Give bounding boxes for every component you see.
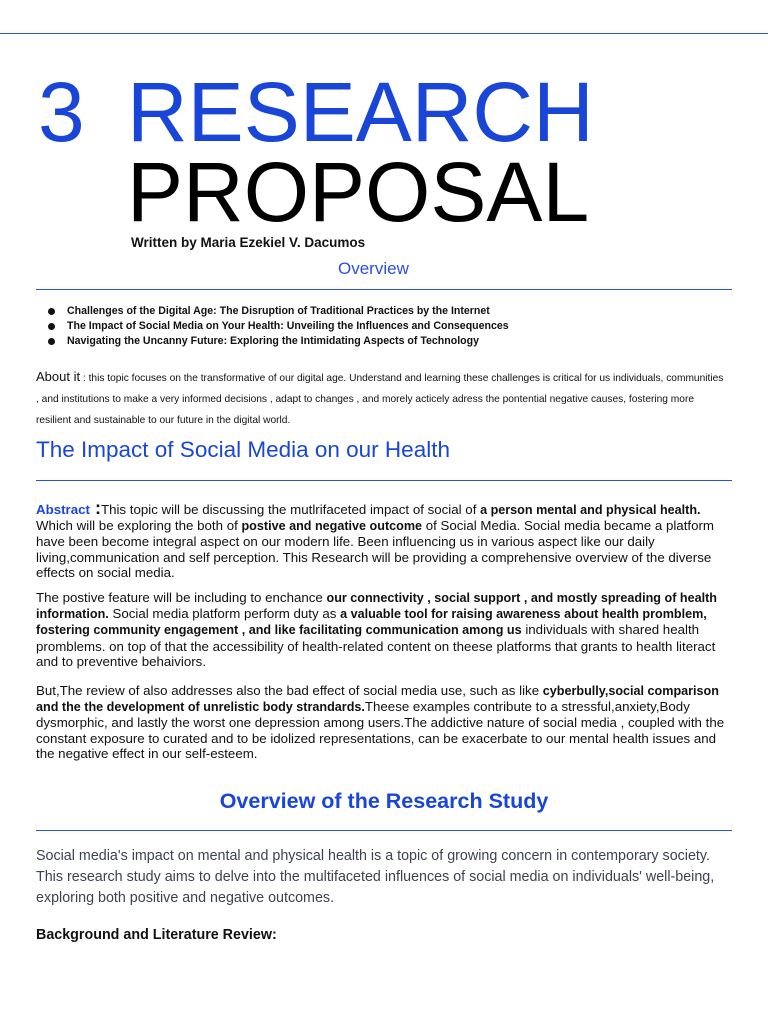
about-paragraph [36, 366, 726, 431]
top-rule [0, 33, 768, 34]
text-run: of Social Media. Social media became a platform have been become integral aspect on our modern life. Been influencing us in various aspect like our daily living,communication and self perception. This Research will be providing a comprehensive overview of the diverse effects on social media. [36, 518, 714, 580]
bold-run: our connectivity , social support , and mostly spreading of health information. [36, 591, 717, 622]
bold-run: a valuable tool for raising awareness about health promblem, fostering community engagement , and like facilitating communication among us [36, 607, 707, 638]
background-heading: Background and Literature Review: [36, 927, 277, 943]
abstract-label: Abstract [36, 502, 90, 517]
bold-run: cyberbully,social comparison and the the development of unrelistic body strandards. [36, 684, 719, 715]
section-heading-impact: The Impact of Social Media on our Health [36, 437, 450, 462]
abstract-paragraph [36, 498, 728, 580]
text-run: The postive feature will be including to enchance [36, 590, 327, 605]
text-run: This topic will be discussing the mutlrifaceted impact of social of [100, 502, 481, 517]
title-proposal: PROPOSAL [127, 145, 590, 239]
divider-1 [36, 289, 732, 290]
topic-item: Navigating the Uncanny Future: Exploring the Intimidating Aspects of Technology [48, 334, 728, 349]
topic-list [48, 304, 728, 349]
text-run: But,The review of also addresses also the bad effect of social media use, such as like [36, 683, 543, 698]
text-run: Theese examples contribute to a stressful,anxiety,Body dysmorphic, and lastly the worst one depression among users.The addictive nature of social media , coupled with the constant exposure to curated and to be idolized representations, can be exacerbate to our mental health issues and the negative effect in our self-esteem. [36, 699, 725, 761]
topic-item: The Impact of Social Media on Your Health: Unveiling the Influences and Consequences [48, 319, 728, 334]
about-sep: : [80, 373, 89, 384]
divider-2 [36, 480, 732, 481]
text-run: Social media platform perform duty as [108, 606, 341, 622]
negative-paragraph [36, 683, 728, 761]
divider-3 [36, 830, 732, 831]
topic-item: Challenges of the Digital Age: The Disruption of Traditional Practices by the Internet [48, 304, 728, 319]
abstract-colon: : [89, 498, 101, 518]
section-heading-overview: Overview of the Research Study [219, 789, 549, 813]
author-line: Written by Maria Ezekiel V. Dacumos [131, 235, 366, 250]
title-research: RESEARCH [127, 65, 594, 159]
about-text: this topic focuses on the transformative of our digital age. Understand and learning these challenges is critical for us individuals, communities , and institutions to make a very informed decisions , adapt to changes , and morely acticely adress the pontential negative causes, fostering more resilient and sustainable to our future in the digital world. [36, 373, 724, 426]
study-paragraph: Social media's impact on mental and physical health is a topic of growing concern in contemporary society. This research study aims to delve into the multifaceted influences of social media on individuals' well-being, exploring both positive and negative outcomes. [36, 848, 715, 906]
bold-run: a person mental and physical health. [480, 503, 701, 517]
text-run: Which will be exploring the both of [36, 518, 242, 534]
chapter-number: 3 [38, 65, 85, 159]
about-lead: About it [36, 369, 81, 384]
bold-run: postive and negative outcome [241, 519, 423, 534]
text-run: individuals with shared health promblems. on top of that the accessibility of health-related content on theese platforms that grants to health literact and to preventive behaiviors. [36, 622, 716, 669]
overview-label: Overview [338, 259, 409, 278]
positive-paragraph [36, 590, 728, 669]
